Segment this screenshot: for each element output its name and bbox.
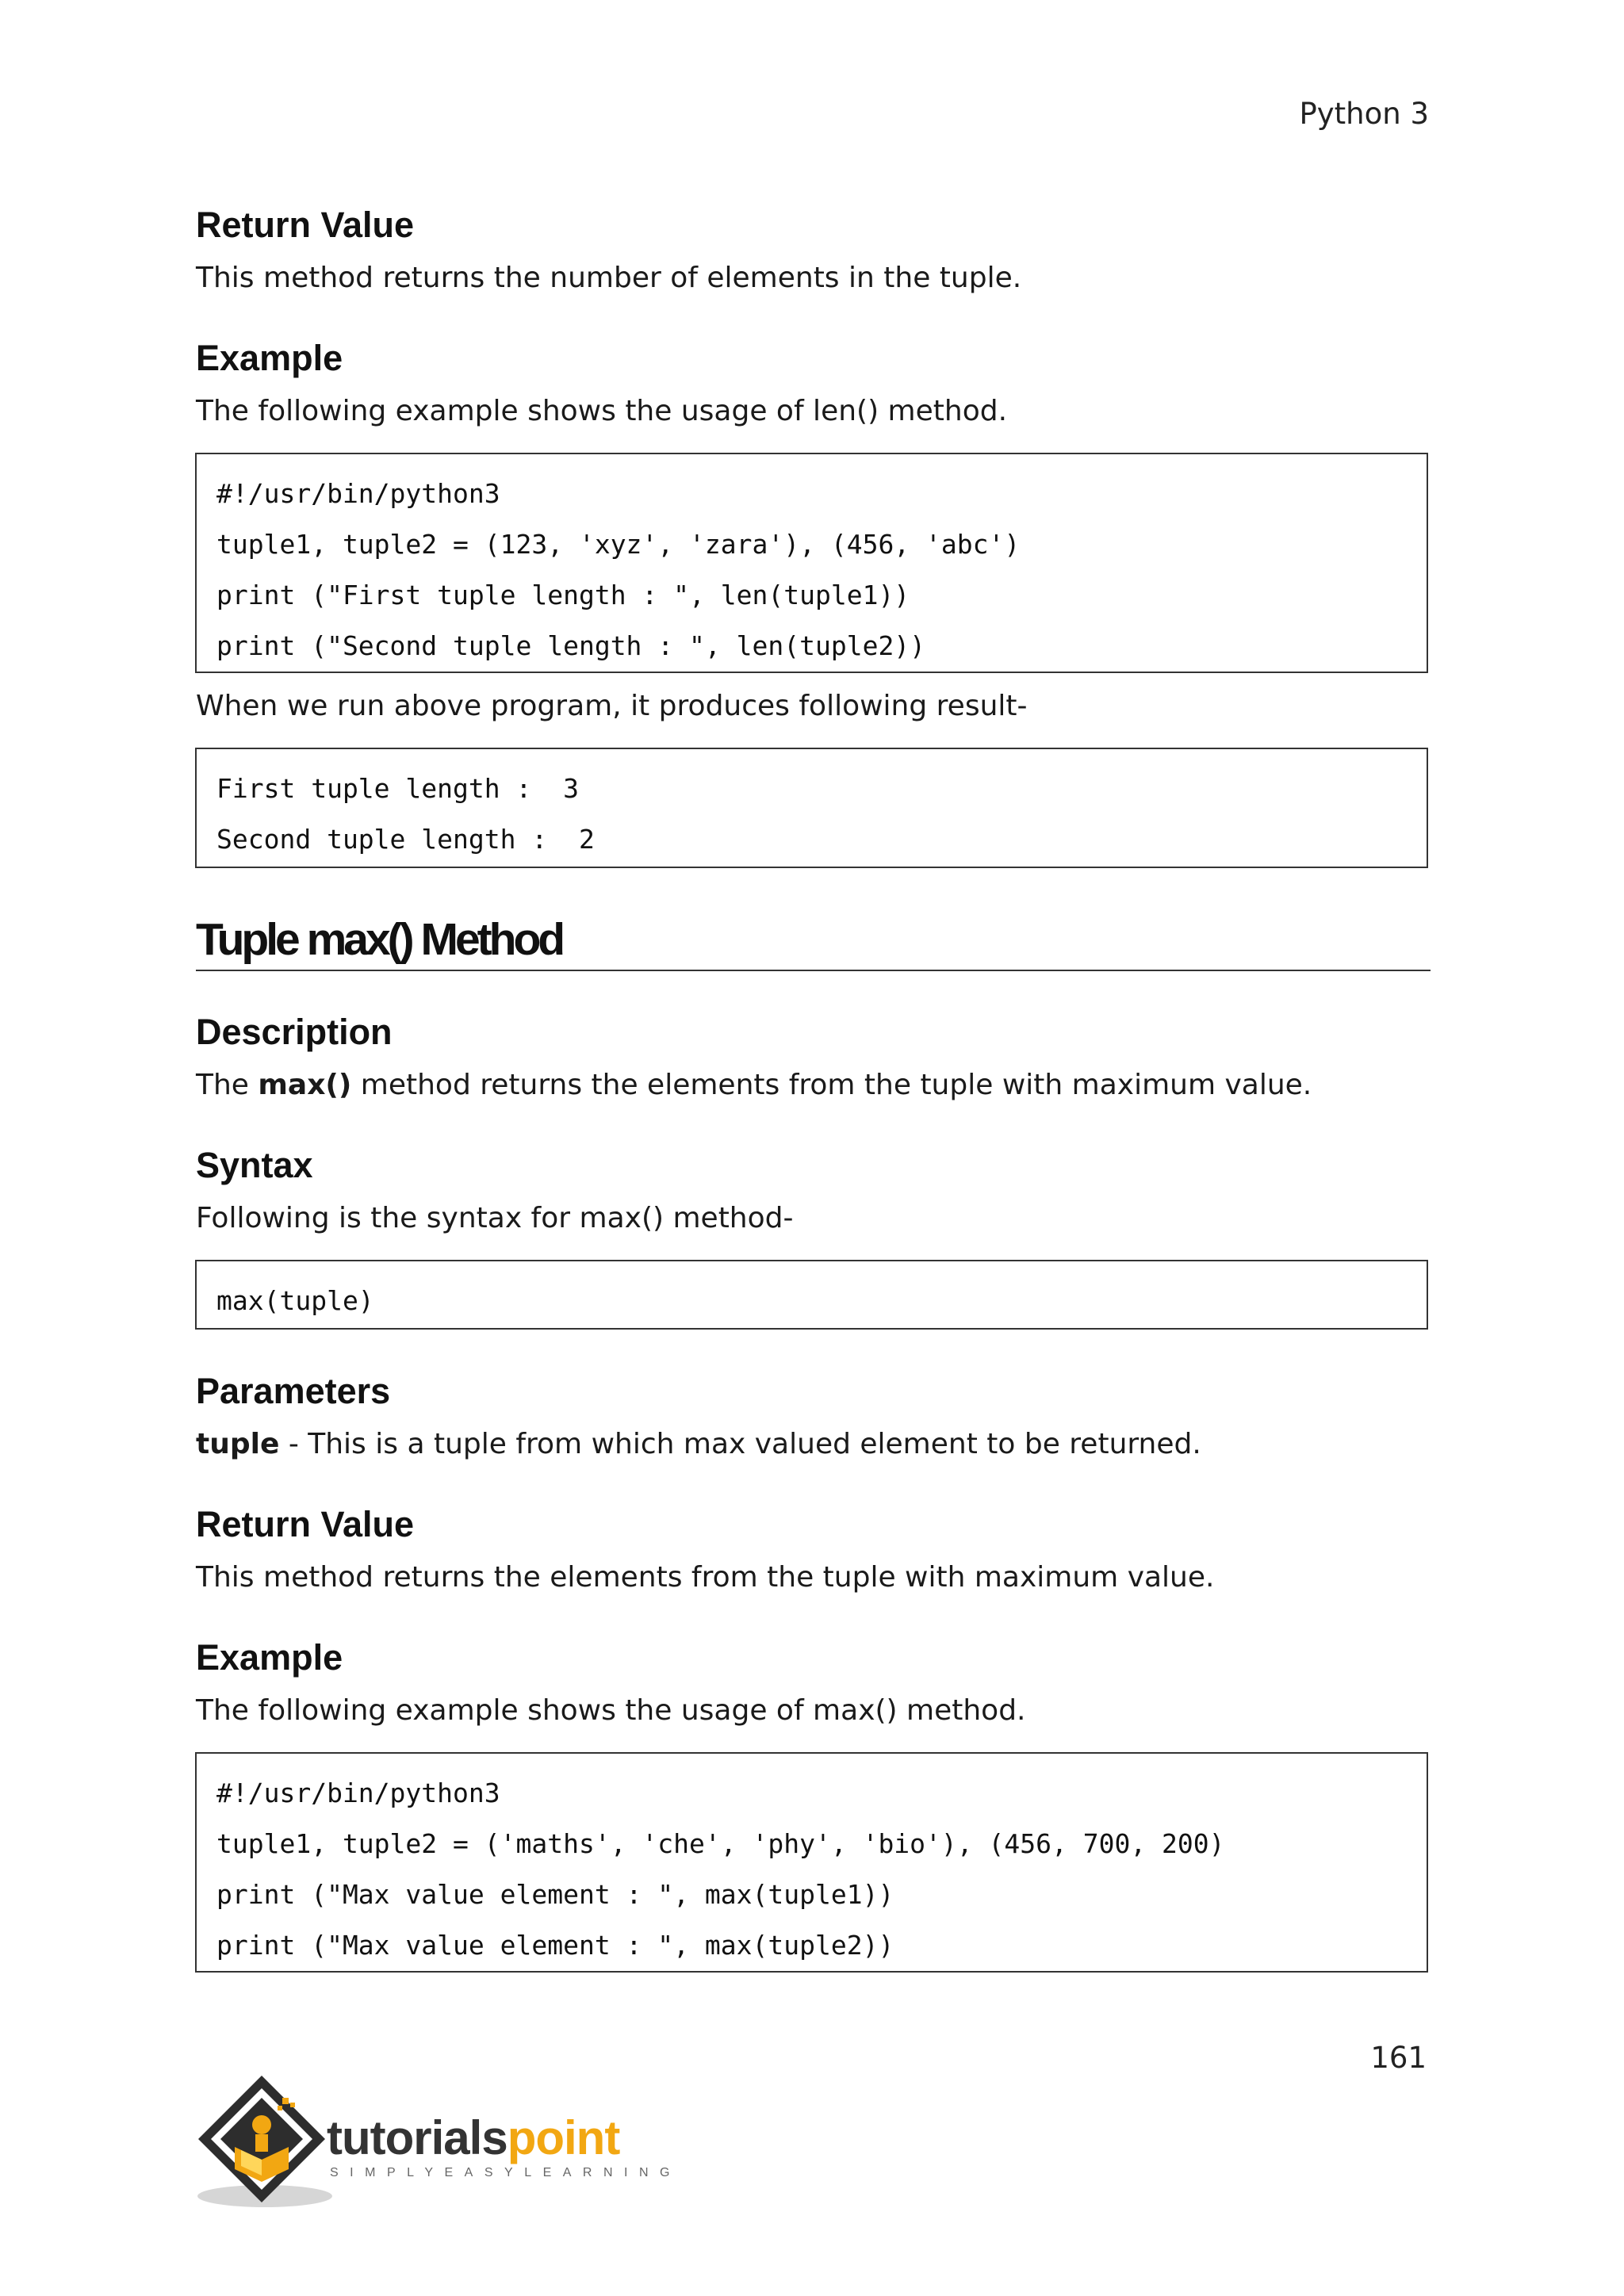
len-example-heading: Example (196, 338, 343, 378)
description-text-before: The (196, 1069, 259, 1101)
len-return-value-heading: Return Value (196, 205, 415, 245)
example-heading: Example (196, 1637, 343, 1678)
logo-wordmark (327, 2110, 619, 2165)
code-line: tuple1, tuple2 = (123, 'xyz', 'zara'), (456, 'abc') (216, 529, 1021, 560)
len-output-block (195, 748, 1428, 868)
tutorialspoint-logo (193, 2071, 681, 2214)
return-value-text: This method returns the elements from the tuple with maximum value. (196, 1561, 1215, 1594)
code-line: #!/usr/bin/python3 (216, 478, 500, 509)
description-text (196, 1069, 1312, 1101)
len-return-value-text: This method returns the number of elements in the tuple. (196, 262, 1022, 294)
code-line: print ("First tuple length : ", len(tuple1)) (216, 580, 910, 610)
max-example-code-block (195, 1752, 1428, 1973)
page-number: 161 (1370, 2041, 1427, 2075)
parameter-name: tuple (196, 1428, 280, 1460)
description-text-after: method returns the elements from the tuple with maximum value. (351, 1069, 1312, 1101)
running-header: Python 3 (1299, 97, 1429, 131)
len-result-intro: When we run above program, it produces following result- (196, 690, 1028, 722)
len-example-intro: The following example shows the usage of len() method. (196, 395, 1008, 427)
return-value-heading: Return Value (196, 1504, 415, 1544)
description-heading: Description (196, 1012, 393, 1052)
logo-word-tutorials: tutorials (327, 2111, 508, 2164)
example-intro: The following example shows the usage of max() method. (196, 1694, 1026, 1727)
parameter-description: - This is a tuple from which max valued element to be returned. (279, 1428, 1201, 1460)
code-line: #!/usr/bin/python3 (216, 1777, 500, 1808)
logo-emblem-icon (193, 2071, 336, 2214)
logo-tagline: SIMPLYEASYLEARNING (330, 2166, 681, 2179)
len-example-code-block (195, 453, 1428, 673)
section-title-rule (196, 970, 1431, 971)
output-line: First tuple length : 3 (216, 773, 579, 804)
section-title: Tuple max() Method (196, 914, 563, 965)
output-line: Second tuple length : 2 (216, 824, 595, 855)
parameter-item (196, 1428, 1201, 1460)
logo-word-point: point (507, 2111, 620, 2164)
syntax-code-block (195, 1260, 1428, 1330)
code-line: print ("Second tuple length : ", len(tuple2)) (216, 630, 926, 661)
description-keyword: max() (258, 1069, 352, 1101)
syntax-heading: Syntax (196, 1145, 313, 1185)
syntax-intro: Following is the syntax for max() method- (196, 1202, 794, 1234)
parameters-heading: Parameters (196, 1371, 391, 1411)
code-line: print ("Max value element : ", max(tuple1)) (216, 1879, 894, 1910)
code-line: tuple1, tuple2 = ('maths', 'che', 'phy', 'bio'), (456, 700, 200) (216, 1828, 1225, 1859)
code-line: max(tuple) (216, 1285, 374, 1316)
code-line: print ("Max value element : ", max(tuple2)) (216, 1930, 894, 1961)
